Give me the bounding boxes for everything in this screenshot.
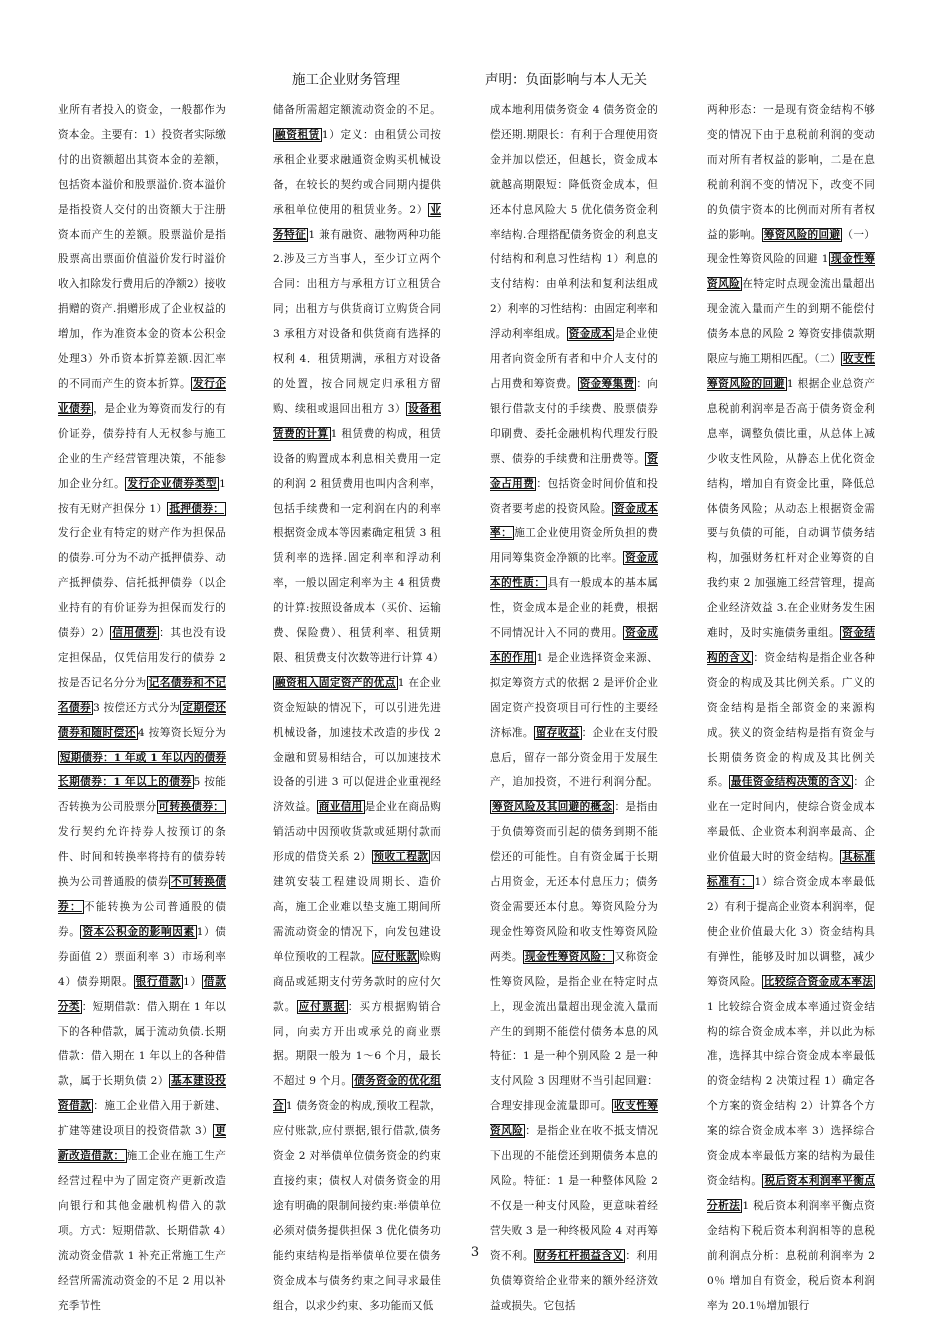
keyword-term: 最佳资金结构决策的含义 <box>730 776 852 789</box>
keyword-term: 设备租赁费的计算 <box>273 402 441 440</box>
body-text: ：是指由于负债筹资而引起的债务到期不能偿还的可能性。自有资金属于长期占用资金，无还本付息压力；债务资金需要还本付息。筹资风险分为现金性筹资风险和收支性筹资风险两类。 <box>490 801 658 963</box>
keyword-term: 现金性筹资风险 <box>707 253 875 291</box>
keyword-term: 资金成本的性质： <box>490 552 658 590</box>
body-text: 1 是企业选择资金来源、拟定筹资方式的依据 2 是评价企业固定资产投资项目可行性的主要经济标准。 <box>490 651 658 739</box>
page-header <box>0 68 950 88</box>
keyword-term: 现金性筹资风险： <box>524 950 613 963</box>
keyword-term: 更新改造借款： <box>58 1125 226 1163</box>
body-text: 成本地利用债务资金 4 债务资金的偿还期.期限长：有利于合理使用资金并加以偿还，但越长，资金成本就越高期限短：降低资金成本，但还本付息风险大 5 优化债务资金利率结构.合理搭配债务资金的利息支付结构和利息习性结构 1）利息的支付结构：由单利法和复利法组成 2）利率的习性结构：由固定利率和浮动利率组成。 <box>490 104 658 341</box>
document-title: 施工企业财务管理 <box>292 72 400 88</box>
body-text: 1）综合资金成本率最低 2）有利于提高企业资本利润率，促使企业价值最大化 3）资金结构具有弹性，能够及时加以调整，减少筹资风险。 <box>707 876 876 988</box>
body-text: 5 按能否转换为公司股票分 <box>58 776 226 814</box>
keyword-term: 筹资风险及其回避的概念 <box>492 801 613 814</box>
keyword-term: 短期债券：1 年或 1 年以内的债券长期债券：1 年以上的债券 <box>58 751 226 789</box>
body-text: 赊购商品或延期支付劳务款时的应付欠款。 <box>273 950 441 1013</box>
keyword-term: 资本公积金的影响因素 <box>82 925 195 938</box>
keyword-term: 资金筹集费 <box>579 377 635 390</box>
keyword-term: 不可转换债券： <box>58 876 227 913</box>
body-text: ：资金结构是指企业各种资金的构成及其比例关系。广义的资金结构是指全部资金的来源构成。狭义的资金结构是指有资金与长期债务资金的构成及其比例关系。 <box>707 651 875 789</box>
keyword-term: 可转换债券： <box>158 801 224 814</box>
body-text: ：其也没有设定担保品，仅凭信用发行的债券 2 按是否记名分分为 <box>58 627 226 689</box>
keyword-term: 资金成本的作用 <box>490 627 658 664</box>
body-text: 又称资金性筹资风险，是指企业在特定时点上，现金流出量超出现金流入量而产生的到期不能偿付债务本息的风特征：1 是一种个别风险 2 是一种支付风险 3 因理财不当引起回避：合理安排现金流量即可。 <box>490 950 658 1113</box>
body-text: 1）定义：由租赁公司按承租企业要求融通资金购买机械设备，在较长的契约或合同期内提供承租单位使用的租赁业务。2） <box>273 128 441 216</box>
body-text: 两种形态：一是现有资金结构不够变的情况下由于息税前利润的变动而对所有者权益的影响，二是在息税前利润不变的情况下，改变不同的负债宇资本的比例而对所有者权益的影响。 <box>707 104 875 241</box>
body-text: 1 债务资金的构成,预收工程款，应付账款,应付票据,银行借款,债务资金 2 对举债单位债务资金的约束直接约束；债权人对债务资金的用途有明确的限制间接约束:举债单位必须对债务提供担保 3 优化债务功能约束结构是指举债单位要在债务资金成本与债务约束之间寻求最佳组合，以求少约束、多功能而又低 <box>273 1100 442 1312</box>
body-text: 4 按筹资长短分为 <box>137 726 226 739</box>
keyword-term: 应付账款 <box>373 950 418 963</box>
body-text: 发行企业有特定的财产作为担保品的债券.可分为不动产抵押债券、动产抵押债券、信托抵押债券（以企业持有的有价证券为担保而发行的债券）2） <box>58 527 226 640</box>
keyword-term: 收支性筹资风险 <box>490 1100 658 1138</box>
keyword-term: 资金成本率： <box>490 502 658 540</box>
body-text: ：利用负债筹资给企业带来的额外经济效益或损失。它包括 <box>490 1249 658 1312</box>
body-text: 施工企业使用资金所负担的费用同筹集资金净额的比率。 <box>490 527 658 565</box>
keyword-term: 比较综合资金成本率法 <box>763 975 874 988</box>
body-text: ：买方根据购销合同，向卖方开出或承兑的商业票据。期限一般为 1～6 个月，最长不超过 9 个月。 <box>273 1000 441 1088</box>
body-text: 3 按偿还方式分为 <box>92 701 181 714</box>
page-number: 3 <box>470 1245 480 1260</box>
body-text: 具有一般成本的基本属性，资金成本是企业的耗费，根据不同情况计入不同的费用。 <box>490 577 659 640</box>
body-text: ：施工企业借入用于新建、扩建等建设项目的投资借款 3） <box>58 1100 226 1138</box>
body-text: 1 在企业资金短缺的情况下，可以引进先进机械设备，加速技术改造的步伐 2 金融和贸易相结合，可以加速技术设备的引进 3 可以促进企业重视经济效益。 <box>273 676 441 814</box>
keyword-term: 债务资金的优化组合 <box>273 1075 441 1113</box>
body-text: 储备所需超定额流动资金的不足。 <box>273 104 441 116</box>
keyword-term: 记名债券和不记名债券 <box>58 676 226 714</box>
body-text: ：短期借款：借入期在 1 年以下的各种借款，属于流动负债.长期借款：借入期在 1 年以上的各种借款，属于长期负债 2） <box>58 1000 226 1088</box>
keyword-term: 资金成本 <box>568 328 613 341</box>
keyword-term: 收支性筹资风险的回避 <box>707 353 875 390</box>
keyword-term: 预收工程款 <box>373 851 429 864</box>
keyword-term: 定期偿还债券和随时偿还 <box>58 701 226 739</box>
keyword-term: 资金占用费 <box>490 452 658 490</box>
keyword-term: 财务杠杆损益含义 <box>535 1249 624 1262</box>
keyword-term: 业务特征 <box>273 203 441 241</box>
body-text: ：向银行借款支付的手续费、股票债券印刷费、委托金融机构代理发行股票、债券的手续费和注册费等。 <box>490 377 658 465</box>
body-text: 施工企业在施工生产经营过程中为了固定资产更新改造向银行和其他金融机构借入的款项。方式：短期借款、长期借款 4）流动资金借款 1 补充正常施工生产经营所需流动资金的不足 2 用以补充季节性 <box>58 1150 226 1312</box>
body-text: （一）现金性筹资风险的回避 1 <box>707 228 875 266</box>
body-text: 1 比较综合资金成本率通过资金结构的综合资金成本率，并以此为标准，选择其中综合资金成本率最低的资金结构 2 决策过程 1）确定各个方案的资金结构 2）计算各个方案的综合资金成本率 3）选择综合资金成本率最低方案的结构为最佳资金结构。 <box>707 1000 875 1187</box>
body-text: 业所有者投入的资金，一般都作为资本金。主要有：1）投资者实际缴付的出资额超出其资本金的差额，包括资本溢价和股票溢价.资本溢价是指投资人交付的出资额大于注册资本而产生的差额。股票溢价是指股票高出票面价值溢价发行时溢价收入扣除发行费用后的净额2）接收捐赠的资产.捐赠形成了企业权益的增加，作为准资本金的资本公积金处理3）外币资本折算差额.因汇率的不同而产生的资本折算。 <box>58 104 226 390</box>
keyword-term: 基本建设投资借款 <box>58 1075 226 1113</box>
body-text: 1 根据企业总资产息税前利润率是否高于债务资金利息率，调整负债比重，从总体上减少收支性风险，从静态上优化资金结构，增加自有资金比重，降低总体债务风险；从动态上根据资金需要与负债的可能，自动调节债务结构，加强财务杠杆对企业筹资的自我约束 2 加强施工经营管理，提高企业经济效益 3.在企业财务发生困难时，及时实施债务重组。 <box>707 377 875 640</box>
keyword-term: 融资租入固定资产的优点 <box>275 676 396 689</box>
keyword-term: 银行借款 <box>135 975 182 988</box>
text-column-3 <box>490 98 659 1312</box>
body-text: 在特定时点现金流出量超出现金流入量而产生的到期不能偿付债务本息的风险 2 筹资安排债款期限应与施工期相匹配。（二） <box>707 278 875 366</box>
keyword-term: 融资租赁 <box>275 128 320 141</box>
body-text: ：包括资金时间价值和投资者要考虑的投资风险。 <box>490 477 658 515</box>
keyword-term: 留存收益 <box>535 726 580 739</box>
body-text: 1 兼有融资、融物两种功能 2.涉及三方当事人，至少订立两个合同：出租方与承租方订立租赁合同；出租方与供货商订立购货合同 3 承租方对设备和供货商有选择的权利 4．租赁期满，承租方对设备的处置，按合同规定归承租方留购、续租或退回出租方 3） <box>273 228 441 415</box>
keyword-term: 其标准标准有： <box>707 851 875 889</box>
keyword-term: 资金结构的含义 <box>707 627 875 664</box>
text-column-1 <box>58 98 227 1312</box>
body-text: ，是企业为筹资而发行的有价证券，债券持有人无权参与施工企业的生产经营管理决策，不能参加企业分红。 <box>58 402 226 490</box>
body-text: 是企业使用者向资金所有者和中介人支付的占用费和筹资费。 <box>490 328 658 390</box>
keyword-term: 发行企业债券类型 <box>127 477 218 490</box>
keyword-term: 商业信用 <box>318 801 363 814</box>
body-text: ：企业在一定时间内，使综合资金成本率最低、企业资本利润率最高、企业价值最大时的资金结构。 <box>707 776 876 864</box>
body-text: 1 税后资本利润率平衡点资金结构下税后资本利润相等的息税前利润点分析：息税前利润率为 20％ 增加自有资金，税后资本利润率为 20.1％增加银行 <box>707 1199 875 1312</box>
disclaimer: 声明：负面影响与本人无关 <box>485 72 647 88</box>
keyword-term: 借款分类 <box>58 975 226 1013</box>
body-text: 1）债券面值 2）票面利率 3）市场利率 4）债券期限。 <box>58 925 226 988</box>
body-text: 是企业在商品购销活动中因预收货款或延期付款而形成的借贷关系 2） <box>273 801 441 864</box>
body-text: 不能转换为公司普通股的债券。 <box>58 901 227 938</box>
keyword-term: 信用债券 <box>112 627 158 640</box>
keyword-term: 筹资风险的回避 <box>763 228 841 241</box>
body-text: 1） <box>183 975 202 988</box>
keyword-term: 发行企业债券 <box>58 377 226 415</box>
body-text: 因建筑安装工程建设周期长、造价高，施工企业难以垫支施工期间所需流动资金的情况下，向发包建设单位预收的工程款。 <box>273 851 442 963</box>
body-text: 1 按有无财产担保分 1） <box>58 477 226 515</box>
body-text: 发行契约允许持券人按预订的条件、时间和转换率将持有的债券转换为公司普通股的债券 <box>58 826 226 889</box>
keyword-term: 税后资本利润率平衡点分析法 <box>707 1174 876 1212</box>
body-text: ：是指企业在收不抵支情况下出现的不能偿还到期债务本息的风险。特征：1 是一种整体风险 2 不仅是一种支付风险，更意味着经营失败 3 是一种终极风险 4 对再筹资不利。 <box>490 1125 658 1262</box>
text-column-4 <box>707 98 876 1312</box>
body-text: ：企业在支付股息后，留存一部分资金用于发展生产，追加投资，不进行利润分配。 <box>490 726 658 789</box>
keyword-term: 应付票据 <box>298 1000 346 1013</box>
body-text: 1 租赁费的构成，租赁设备的购置成本利息相关费用一定的利润 2 租赁费用也叫内含利率，包括手续费和一定利润在内的利率根据资金成本等因素确定租赁 3 租赁利率的选择.固定利率和浮动利率，一般以固定利率为主 4 租赁费的计算:按照设备成本（买价、运输费、保险费）、租赁利率、租赁期限、租赁费支付次数等进行计算 4） <box>273 427 444 664</box>
text-column-2 <box>273 98 444 1312</box>
keyword-term: 抵押债券： <box>169 502 224 515</box>
